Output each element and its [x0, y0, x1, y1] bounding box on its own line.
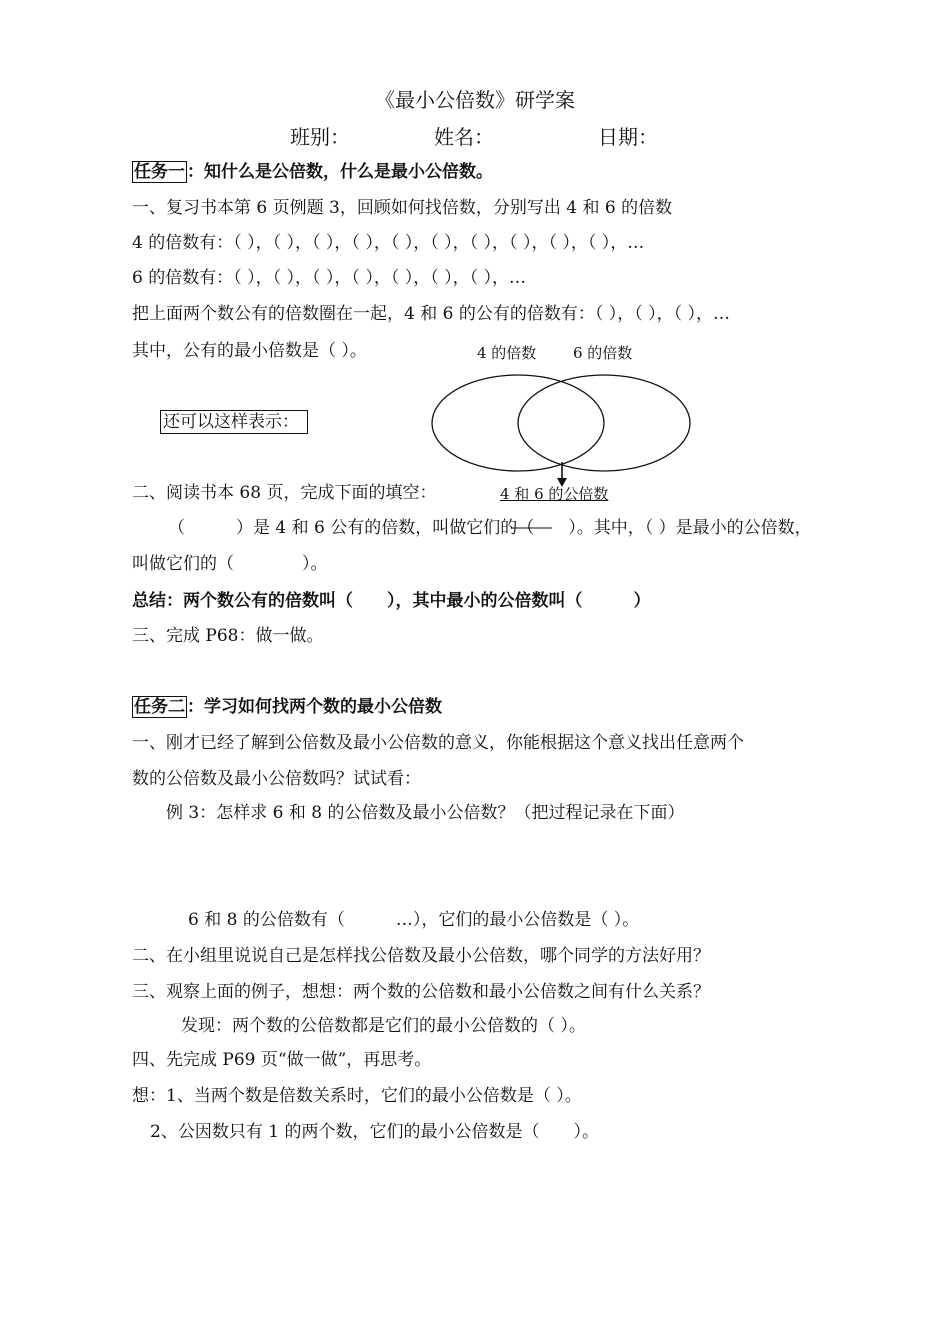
- task1-p2: 4 的倍数有：（ ），（ ），（ ），（ ），（ ），（ ），（ ），（ ），（ ），（ ），…: [132, 233, 645, 253]
- name-label: 姓名：: [434, 125, 494, 149]
- task2-p1: 一、刚才已经了解到公倍数及最小公倍数的意义，你能根据这个意义找出任意两个: [132, 733, 744, 753]
- task1-p4: 把上面两个数公有的倍数圈在一起，4 和 6 的公有的倍数有：（ ），（ ），（ ），…: [132, 304, 731, 324]
- task2-heading-box: 任务二: [134, 697, 185, 717]
- task2-p9: 想：1、当两个数是倍数关系时，它们的最小公倍数是（ ）。: [132, 1086, 582, 1106]
- alt-representation-box: 还可以这样表示：: [160, 410, 308, 434]
- task2-p10: 2、公因数只有 1 的两个数，它们的最小公倍数是（ ）。: [150, 1122, 599, 1142]
- task1-heading-text: ：知什么是公倍数，什么是最小公倍数。: [187, 162, 493, 182]
- task1-p1: 一、复习书本第 6 页例题 3，回顾如何找倍数，分别写出 4 和 6 的倍数: [132, 198, 673, 218]
- task1-p7: （ ）是 4 和 6 公有的倍数，叫做它们的（ ）。其中，（ ）是最小的公倍数，: [168, 518, 812, 538]
- task1-p3: 6 的倍数有：（ ），（ ），（ ），（ ），（ ），（ ），（ ），…: [132, 268, 527, 288]
- task1-p9: 三、完成 P68：做一做。: [132, 626, 324, 646]
- task2-p5: 二、在小组里说说自己是怎样找公倍数及最小公倍数，哪个同学的方法好用？: [132, 946, 710, 966]
- task2-p7: 发现：两个数的公倍数都是它们的最小公倍数的（ ）。: [181, 1016, 586, 1036]
- task1-p6: 二、阅读书本 68 页，完成下面的填空：: [132, 483, 437, 503]
- page-title: 《最小公倍数》研学案: [375, 88, 575, 112]
- task2-p6: 三、观察上面的例子，想想：两个数的公倍数和最小公倍数之间有什么关系？: [132, 982, 710, 1002]
- venn-right-label: 6 的倍数: [573, 344, 633, 362]
- date-label: 日期：: [598, 125, 658, 149]
- task2-p4: 6 和 8 的公倍数有（ …），它们的最小公倍数是（ ）。: [188, 910, 640, 930]
- class-label: 班别：: [290, 125, 350, 149]
- venn-left-label: 4 的倍数: [477, 344, 537, 362]
- task1-p5: 其中，公有的最小倍数是（ ）。: [132, 341, 367, 361]
- task2-p3: 例 3：怎样求 6 和 8 的公倍数及最小公倍数？（把过程记录在下面）: [166, 803, 685, 823]
- venn-bottom-label: 4 和 6 的公倍数: [500, 485, 609, 503]
- task1-summary: 总结：两个数公有的倍数叫（ ），其中最小的公倍数叫（ ）: [132, 591, 651, 611]
- task1-heading-box: 任务一: [134, 162, 185, 182]
- task2-p8: 四、先完成 P69 页“做一做”，再思考。: [132, 1050, 432, 1070]
- task1-p8: 叫做它们的（ ）。: [132, 554, 328, 574]
- task2-heading: [132, 695, 442, 719]
- task2-heading-text: ：学习如何找两个数的最小公倍数: [187, 697, 442, 717]
- task2-p2: 数的公倍数及最小公倍数吗？试试看：: [132, 769, 421, 789]
